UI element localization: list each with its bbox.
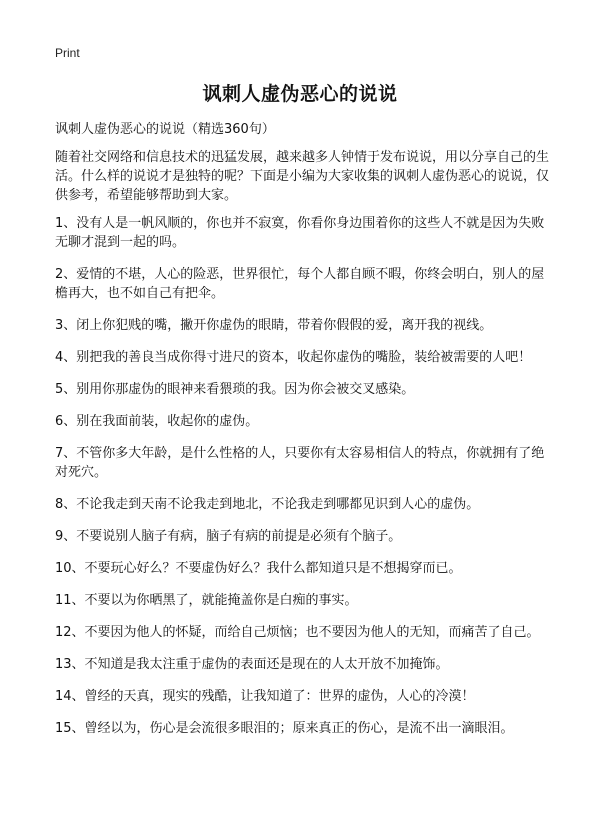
quote-item: 7、不管你多大年龄，是什么性格的人，只要你有太容易相信人的特点，你就拥有了绝对死穴。 [55,446,545,480]
quote-item: 13、不知道是我太注重于虚伪的表面还是现在的人太开放不加掩饰。 [55,657,449,672]
quote-item: 2、爱情的不堪，人心的险恶，世界很忙，每个人都自顾不暇，你终会明白，别人的屋檐再大，也不如自己有把伞。 [55,267,545,301]
print-label: Print [55,46,80,60]
quote-item: 14、曾经的天真，现实的残酷，让我知道了：世界的虚伪，人心的冷漠！ [55,689,475,704]
quote-item: 9、不要说别人脑子有病，脑子有病的前提是必须有个脑子。 [55,529,402,544]
quote-item: 6、别在我面前装，收起你的虚伪。 [55,414,259,429]
quote-item: 1、没有人是一帆风顺的，你也并不寂寞，你看你身边围着你的这些人不就是因为失败无聊才混到一起的吗。 [55,216,545,250]
quote-item: 8、不论我走到天南不论我走到地北，不论我走到哪都见识到人心的虚伪。 [55,497,480,512]
document-subtitle: 讽刺人虚伪恶心的说说（精选360句） [55,122,275,137]
quote-item: 5、别用你那虚伪的眼神来看猥琐的我。因为你会被交叉感染。 [55,382,415,397]
quote-list [55,214,555,751]
quote-item: 15、曾经以为，伤心是会流很多眼泪的；原来真正的伤心，是流不出一滴眼泪。 [55,721,514,736]
intro-paragraph: 随着社交网络和信息技术的迅猛发展，越来越多人钟情于发布说说，用以分享自己的生活。什么样的说说才是独特的呢？下面是小编为大家收集的讽刺人虚伪恶心的说说，仅供参考，希望能够帮助到大家。 [55,150,550,203]
quote-item: 3、闭上你犯贱的嘴，撇开你虚伪的眼睛，带着你假假的爱，离开我的视线。 [55,318,493,333]
document-title: 讽刺人虚伪恶心的说说 [202,83,398,105]
quote-item: 4、别把我的善良当成你得寸进尺的资本，收起你虚伪的嘴脸，装给被需要的人吧！ [55,350,532,365]
quote-item: 11、不要以为你晒黑了，就能掩盖你是白痴的事实。 [55,593,358,608]
quote-item: 10、不要玩心好么？不要虚伪好么？我什么都知道只是不想揭穿而已。 [55,561,462,576]
quote-item: 12、不要因为他人的怀疑，而给自己烦恼；也不要因为他人的无知，而痛苦了自己。 [55,625,540,640]
